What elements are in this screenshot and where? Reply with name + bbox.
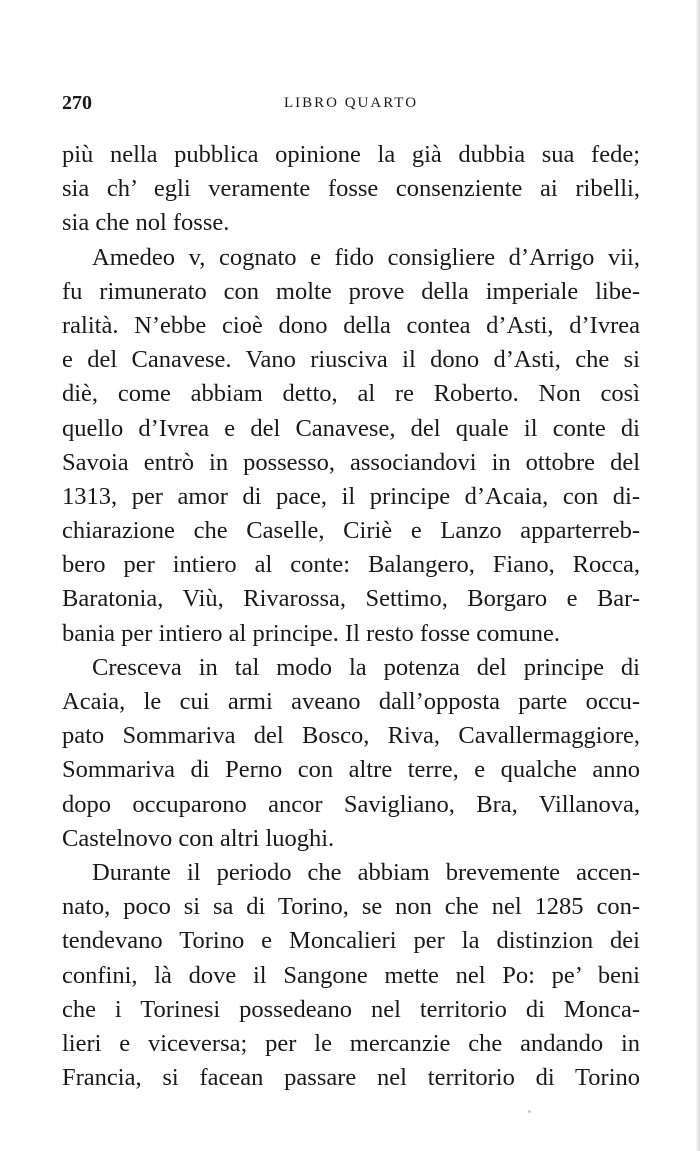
text-line: pato Sommariva del Bosco, Riva, Cavallermaggiore, [62,722,640,750]
page-header [62,92,640,118]
page-number: 270 [62,92,92,114]
text-line: bero per intiero al conte: Balangero, Fiano, Rocca, [62,551,640,579]
text-line: Baratonia, Viù, Rivarossa, Settimo, Borgaro e Bar- [62,585,640,613]
text-line: Cresceva in tal modo la potenza del principe di [92,653,640,681]
text-line: Castelnovo con altri luoghi. [62,824,335,852]
text-line: Amedeo v, cognato e fido consigliere d’Arrigo vii, [92,243,640,271]
text-line: sia ch’ egli veramente fosse consenziente ai ribelli, [62,175,640,203]
text-line: diè, come abbiam detto, al re Roberto. Non così [62,380,640,408]
page-edge-shadow [695,0,700,1151]
text-line: confini, là dove il Sangone mette nel Po: pe’ beni [62,961,640,989]
paper-speck [528,1110,531,1113]
text-line: ralità. N’ebbe cioè dono della contea d’Asti, d’Ivrea [62,311,640,339]
text-line: e del Canavese. Vano riusciva il dono d’Asti, che si [62,346,640,374]
text-line: nato, poco si sa di Torino, se non che nel 1285 con- [62,893,640,921]
text-line: Sommariva di Perno con altre terre, e qualche anno [62,756,640,784]
text-line: più nella pubblica opinione la già dubbia sua fede; [62,141,640,168]
text-line: quello d’Ivrea e del Canavese, del quale il conte di [62,414,640,442]
text-line: 1313, per amor di pace, il principe d’Acaia, con di- [62,482,640,510]
text-line: Francia, si facean passare nel territorio di Torino [62,1064,640,1092]
text-line: lieri e viceversa; per le mercanzie che andando in [62,1029,640,1057]
text-line: sia che nol fosse. [62,209,230,237]
text-line: Acaia, le cui armi aveano dall’opposta parte occu- [62,688,640,715]
body-text [62,138,640,1095]
text-line: tendevano Torino e Moncalieri per la distinzion dei [62,927,640,955]
text-line: che i Torinesi possedeano nel territorio di Monca- [62,995,640,1023]
text-line: bania per intiero al principe. Il resto fosse comune. [62,619,560,647]
text-line: dopo occuparono ancor Savigliano, Bra, Villanova, [62,790,640,818]
running-title: LIBRO QUARTO [283,95,419,111]
text-line: Savoia entrò in possesso, associandovi in ottobre del [62,448,640,476]
text-line: chiarazione che Caselle, Ciriè e Lanzo apparterreb- [62,517,640,545]
text-line: fu rimunerato con molte prove della imperiale libe- [62,277,640,305]
text-line: Durante il periodo che abbiam brevemente accen- [92,858,640,886]
